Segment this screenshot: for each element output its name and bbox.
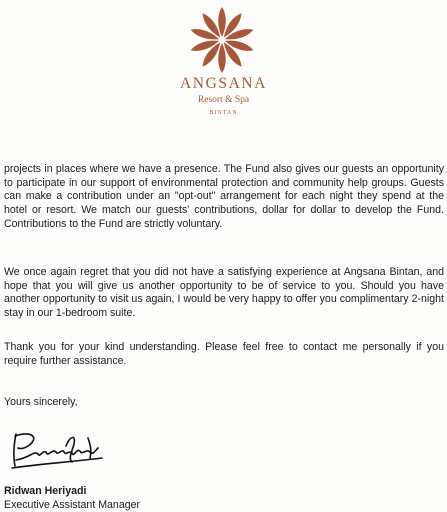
signer-title: Executive Assistant Manager	[4, 499, 141, 511]
brand-name: ANGSANA	[180, 75, 267, 92]
brand-location: BINTAN	[209, 110, 238, 116]
signer-name: Ridwan Heriyadi	[4, 485, 87, 497]
letter-paragraph-fund: projects in places where we have a presence. The Fund also gives our guests an opportunity to participate in our support of environmental protection and community help groups. Guests can make a contribution under an "opt-out" arrangement for each night they spend at the hotel or resort. We match our guests' contributions, dollar for dollar to develop the Fund. Contributions to the Fund are strictly voluntary.	[4, 163, 444, 230]
letter-paragraph-thanks: Thank you for your kind understanding. Please feel free to contact me personally if you require further assistance.	[4, 341, 444, 367]
letter-paragraph-apology: We once again regret that you did not have a satisfying experience at Angsana Bintan, and hope that you will give us another opportunity to be of service to you. Should you have another opportunity to visit us again, I would be very happy to offer you complimentary 2-night stay in our 1-bedroom suite.	[4, 266, 444, 320]
handwritten-signature	[10, 428, 106, 472]
brand-subtitle: Resort & Spa	[197, 95, 250, 105]
letter-closing: Yours sincerely,	[4, 396, 78, 408]
angsana-flower-logo-icon	[186, 4, 258, 76]
